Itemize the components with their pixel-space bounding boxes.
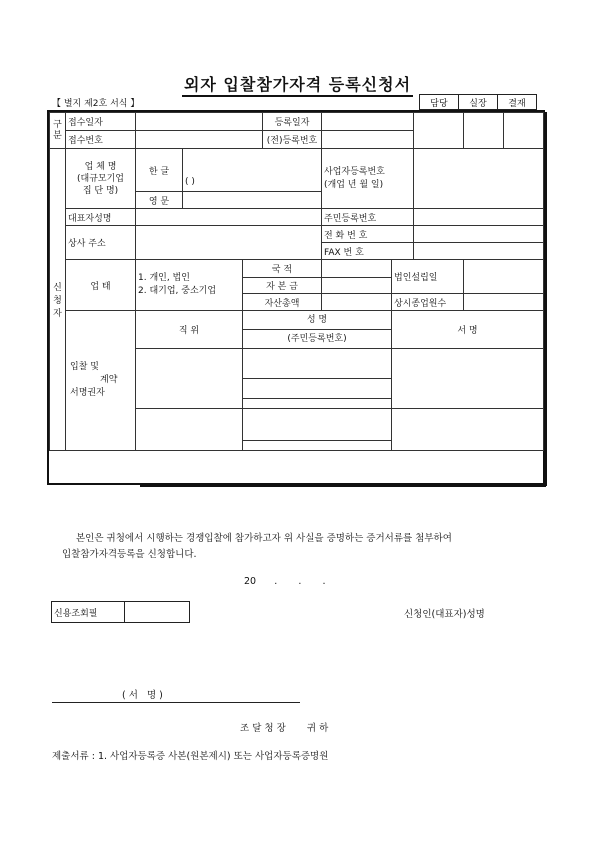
sign-line[interactable] xyxy=(52,702,300,703)
company-name-sub1: (대규모기업 xyxy=(77,173,124,184)
section-gubun-label: 구 분 xyxy=(50,113,66,149)
ceo-name-field[interactable] xyxy=(136,209,322,226)
approval-director-label: 실장 xyxy=(459,95,498,110)
credit-check-label: 신용조회필 xyxy=(52,602,125,623)
position-field-1[interactable] xyxy=(136,349,243,409)
resident-no-field[interactable] xyxy=(414,209,544,226)
signature-label: 서 명 xyxy=(392,311,544,349)
frame-shadow-right xyxy=(544,112,547,486)
receipt-no-field[interactable] xyxy=(136,131,263,149)
declaration xyxy=(62,531,542,563)
biz-reg-no-text: 사업자등록번호 xyxy=(324,166,385,177)
address-field[interactable] xyxy=(136,226,322,260)
phone-field[interactable] xyxy=(414,226,544,243)
prev-reg-no-label: (전)등록번호 xyxy=(263,131,322,149)
date-line: 20 . . . xyxy=(244,576,326,587)
signatory-text-2: 계약 xyxy=(100,375,118,385)
addressee: 조 달 청 장 귀 하 xyxy=(240,723,329,734)
english-label: 영 문 xyxy=(136,192,183,209)
name-resident-label xyxy=(243,311,392,349)
nationality-label: 국 적 xyxy=(243,260,322,278)
gubun-blank-1 xyxy=(414,113,464,149)
resident-no-label: 주민등록번호 xyxy=(322,209,414,226)
sig-name-text: 성 명 xyxy=(243,311,391,330)
frame-shadow-bottom xyxy=(140,484,546,487)
name-field-1[interactable] xyxy=(243,349,392,409)
approval-decision-label: 결재 xyxy=(498,95,537,110)
signature-field-2[interactable] xyxy=(392,409,544,451)
biz-type-option-2: 2. 대기업, 중소기업 xyxy=(138,286,217,296)
korean-field[interactable]: ( ) xyxy=(183,149,322,192)
declaration-line-1: 본인은 귀청에서 시행하는 경쟁입찰에 참가하고자 위 사실을 증명하는 증거서류를 첨부하여 xyxy=(76,533,452,544)
receipt-date-field[interactable] xyxy=(136,113,263,131)
company-name-text: 업 체 명 xyxy=(84,161,117,172)
biz-type-options xyxy=(136,260,243,311)
sig-resident-text: (주민등록번호) xyxy=(287,334,347,344)
receipt-no-label: 접수번호 xyxy=(66,131,136,149)
address-label: 상사 주소 xyxy=(66,226,136,260)
phone-label: 전 화 번 호 xyxy=(322,226,414,243)
nationality-field[interactable] xyxy=(322,260,392,278)
assets-label: 자산총액 xyxy=(243,294,322,311)
reg-date-field[interactable] xyxy=(322,113,414,131)
biz-type-option-1: 1. 개인, 법인 xyxy=(138,273,190,283)
capital-field[interactable] xyxy=(322,278,392,294)
gubun-blank-3 xyxy=(504,113,544,149)
corp-date-label: 법인설립일 xyxy=(392,260,464,294)
assets-field[interactable] xyxy=(322,294,392,311)
position-label: 직 위 xyxy=(136,311,243,349)
signatory-label xyxy=(66,311,136,451)
corp-date-field[interactable] xyxy=(464,260,544,294)
declaration-line-2: 입찰참가자격등록을 신청합니다. xyxy=(62,549,197,560)
biz-open-date-text: (개업 년 월 일) xyxy=(324,179,384,190)
page-title: 외자 입찰참가자격 등록신청서 xyxy=(0,72,595,95)
capital-label: 자 본 금 xyxy=(243,278,322,294)
fax-label: FAX 번 호 xyxy=(322,243,414,260)
application-form-table xyxy=(49,112,544,451)
credit-check-box xyxy=(51,601,190,623)
credit-check-stamp[interactable] xyxy=(125,602,190,623)
english-field[interactable] xyxy=(183,192,322,209)
fax-field[interactable] xyxy=(414,243,544,260)
receipt-date-label: 접수일자 xyxy=(66,113,136,131)
position-field-2[interactable] xyxy=(136,409,243,451)
signature-field-1[interactable] xyxy=(392,349,544,409)
attachments-list: 제출서류 : 1. 사업자등록증 사본(원본제시) 또는 사업자등록증명원 xyxy=(52,751,329,762)
biz-reg-no-label xyxy=(322,149,414,209)
approval-staff-label: 담당 xyxy=(420,95,459,110)
reg-date-label: 등록일자 xyxy=(263,113,322,131)
employees-label: 상시종업원수 xyxy=(392,294,464,311)
company-name-sub2: 집 단 명) xyxy=(82,185,119,196)
employees-field[interactable] xyxy=(464,294,544,311)
biz-type-label: 업 태 xyxy=(66,260,136,311)
biz-reg-no-field[interactable] xyxy=(414,149,544,209)
approval-box xyxy=(419,94,537,110)
signatory-text-1: 입찰 및 xyxy=(70,362,99,372)
section-applicant-label: 신 청 자 xyxy=(50,149,66,451)
name-field-2[interactable] xyxy=(243,409,392,451)
gubun-blank-2 xyxy=(464,113,504,149)
signatory-text-3: 서명권자 xyxy=(70,388,105,398)
applicant-signature-label: 신청인(대표자)성명 xyxy=(404,609,485,620)
company-name-label xyxy=(66,149,136,209)
korean-label: 한 글 xyxy=(136,149,183,192)
prev-reg-no-field[interactable] xyxy=(322,131,414,149)
ceo-name-label: 대표자성명 xyxy=(66,209,136,226)
form-annex-label: 【 별지 제2호 서식 】 xyxy=(52,99,140,109)
sign-label: ( 서 명 ) xyxy=(122,690,163,701)
